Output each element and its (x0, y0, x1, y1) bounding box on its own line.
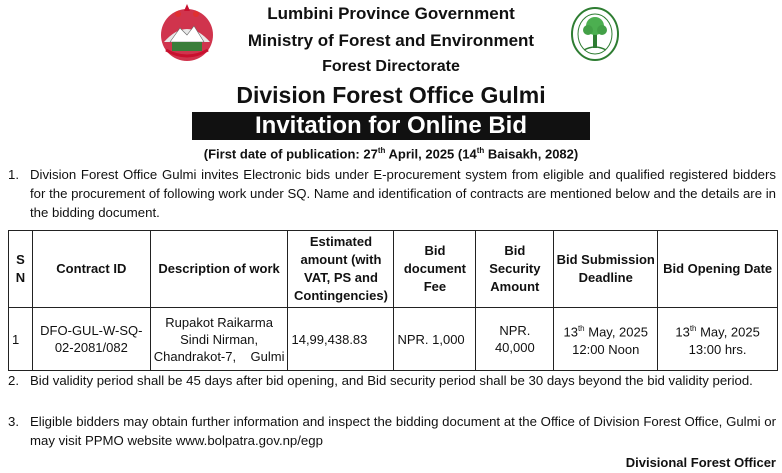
cell-sn: 1 (9, 308, 33, 371)
header-doc-fee: Bid document Fee (394, 231, 476, 308)
clause-text: Division Forest Office Gulmi invites Electronic bids under E-procurement system from eligible and qualified registered bidders for the procurement of following work under SQ. Name and identification of contracts are mentioned below and the details are in the bidding document. (30, 167, 776, 220)
header-opening: Bid Opening Date (658, 231, 778, 308)
clause-1 (8, 165, 776, 222)
cell-contract-id: DFO-GUL-W-SQ-02-2081/082 (32, 308, 150, 371)
bid-table (8, 230, 778, 371)
clause-text: Bid validity period shall be 45 days after bid opening, and Bid security period shall be 30 days beyond the bid validity period. (30, 373, 753, 388)
signoff: Divisional Forest Officer (625, 455, 776, 470)
office-title: Division Forest Office Gulmi (236, 82, 546, 108)
clause-number: 2. (8, 373, 19, 388)
cell-doc-fee: NPR. 1,000 (394, 308, 476, 371)
directorate-title: Forest Directorate (322, 58, 460, 75)
cell-deadline: 13th May, 2025 12:00 Noon (554, 308, 658, 371)
header-sn: S N (9, 231, 33, 308)
header-contract-id: Contract ID (32, 231, 150, 308)
header-security: Bid Security Amount (476, 231, 554, 308)
cell-description: Rupakot Raikarma Sindi Nirman, Chandrakot-7, Gulmi (150, 308, 288, 371)
cell-estimate: 14,99,438.83 (288, 308, 394, 371)
province-title: Lumbini Province Government (267, 4, 515, 23)
invitation-banner: Invitation for Online Bid (192, 112, 590, 140)
clause-text: Eligible bidders may obtain further information and inspect the bidding document at the Office of Division Forest Office, Gulmi or may visit PPMO website www.bolpatra.gov.np/egp (30, 414, 776, 448)
cell-opening: 13th May, 2025 13:00 hrs. (658, 308, 778, 371)
header-estimate: Estimated amount (with VAT, PS and Contingencies) (288, 231, 394, 308)
clause-3 (8, 412, 776, 450)
cell-security: NPR. 40,000 (476, 308, 554, 371)
header-description: Description of work (150, 231, 288, 308)
table-row (9, 308, 778, 371)
table-header-row (9, 231, 778, 308)
clause-number: 3. (8, 414, 19, 429)
publication-date: (First date of publication: 27th April, 2025 (14th Baisakh, 2082) (203, 146, 579, 162)
ministry-title: Ministry of Forest and Environment (247, 31, 535, 50)
clause-2 (8, 371, 776, 390)
clause-number: 1. (8, 167, 19, 182)
header-deadline: Bid Submission Deadline (554, 231, 658, 308)
